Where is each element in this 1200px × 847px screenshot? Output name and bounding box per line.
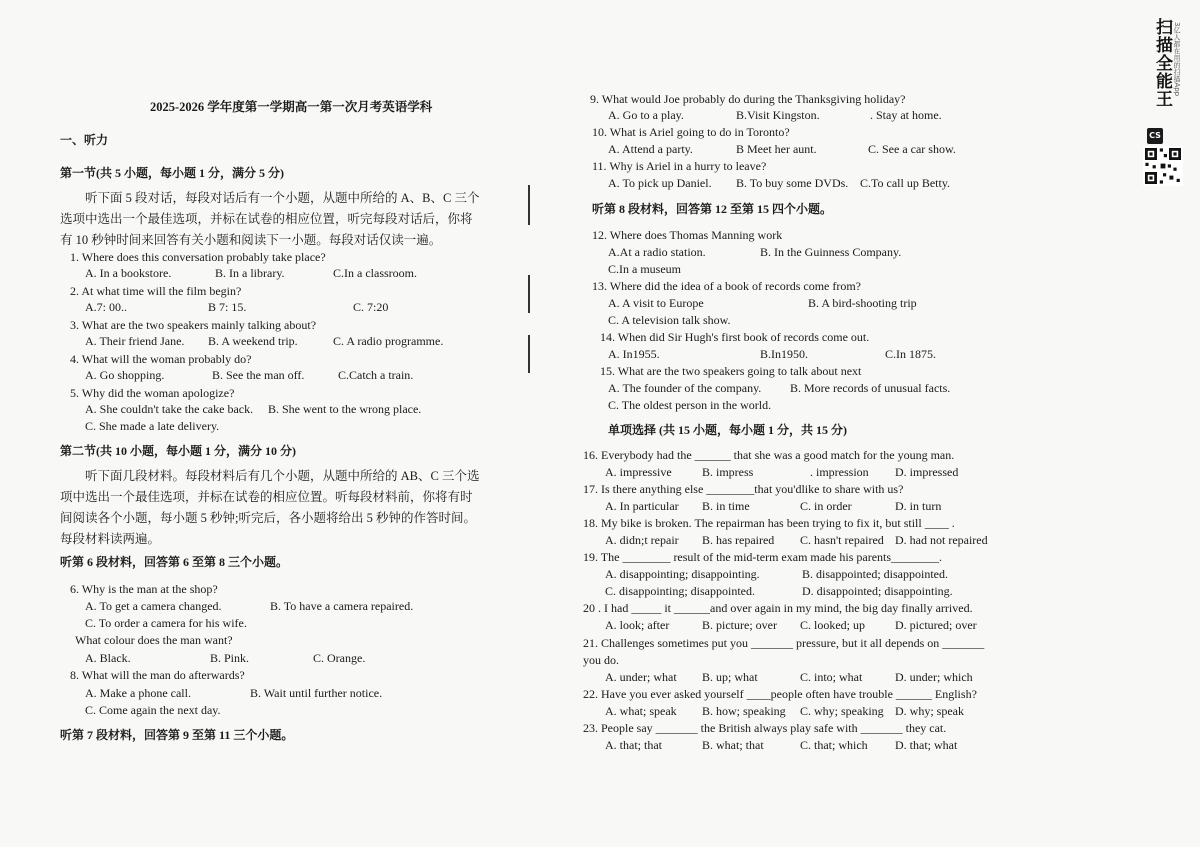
left-line: C. Come again the next day. bbox=[85, 703, 221, 717]
right-line: B. A bird-shooting trip bbox=[808, 296, 917, 310]
left-line: A. In a bookstore. bbox=[85, 266, 172, 280]
left-line: B. Wait until further notice. bbox=[250, 686, 383, 700]
left-line: 8. What will the man do afterwards? bbox=[70, 668, 245, 682]
scan-mark bbox=[528, 335, 530, 373]
right-line: D. in turn bbox=[895, 499, 942, 513]
right-line: C.In a museum bbox=[608, 262, 681, 276]
left-heading: 听第 6 段材料，回答第 6 至第 8 三个小题。 bbox=[60, 555, 289, 569]
right-line: A. disappointing; disappointing. bbox=[605, 567, 760, 581]
right-heading: 单项选择 (共 15 小题，每小题 1 分，共 15 分) bbox=[608, 423, 847, 437]
left-heading: 第二节(共 10 小题，每小题 1 分，满分 10 分) bbox=[60, 444, 296, 458]
right-line: B. in time bbox=[702, 499, 750, 513]
right-line: B Meet her aunt. bbox=[736, 142, 817, 156]
right-line: 9. What would Joe probably do during the Thanksgiving holiday? bbox=[590, 92, 906, 106]
right-line: A. look; after bbox=[605, 618, 670, 632]
right-line: A.At a radio station. bbox=[608, 245, 706, 259]
right-line: A. impressive bbox=[605, 465, 672, 479]
left-line: B. In a library. bbox=[215, 266, 285, 280]
exam-title: 2025-2026 学年度第一学期高一第一次月考英语学科 bbox=[150, 100, 433, 114]
right-line: C. The oldest person in the world. bbox=[608, 398, 772, 412]
left-line: C. 7:20 bbox=[353, 300, 389, 314]
right-line: 22. Have you ever asked yourself ____people often have trouble ______ English? bbox=[583, 687, 977, 701]
right-line: D. why; speak bbox=[895, 704, 964, 718]
right-line: B. In the Guinness Company. bbox=[760, 245, 902, 259]
right-line: C. See a car show. bbox=[868, 142, 956, 156]
right-line: B. To buy some DVDs. bbox=[736, 176, 849, 190]
right-heading: 听第 8 段材料，回答第 12 至第 15 四个小题。 bbox=[592, 202, 833, 216]
right-line: A. under; what bbox=[605, 670, 677, 684]
left-line: B. To have a camera repaired. bbox=[270, 599, 414, 613]
right-line: 10. What is Ariel going to do in Toronto? bbox=[592, 125, 790, 139]
left-line: B 7: 15. bbox=[208, 300, 247, 314]
left-line: B. She went to the wrong place. bbox=[268, 402, 422, 416]
left-line: 3. What are the two speakers mainly talking about? bbox=[70, 318, 317, 332]
right-line: D. that; what bbox=[895, 738, 958, 752]
right-line: . Stay at home. bbox=[870, 108, 942, 122]
right-line: 20 . I had _____ it ______and over again in my mind, the big day finally arrived. bbox=[583, 601, 973, 615]
right-line: C. why; speaking bbox=[800, 704, 884, 718]
right-line: A. In particular bbox=[605, 499, 679, 513]
left-heading: 一、听力 bbox=[60, 133, 109, 147]
left-line: C. Orange. bbox=[313, 651, 366, 665]
right-line: B. how; speaking bbox=[702, 704, 786, 718]
right-line: A. The founder of the company. bbox=[608, 381, 762, 395]
right-line: 17. Is there anything else ________that you'dlike to share with us? bbox=[583, 482, 904, 496]
left-line: A. To get a camera changed. bbox=[85, 599, 222, 613]
right-line: C. into; what bbox=[800, 670, 863, 684]
right-line: you do. bbox=[583, 653, 619, 667]
right-line: C.To call up Betty. bbox=[860, 176, 951, 190]
right-line: C. looked; up bbox=[800, 618, 865, 632]
left-line: B. See the man off. bbox=[212, 368, 305, 382]
left-line: C. A radio programme. bbox=[333, 334, 444, 348]
right-line: D. had not repaired bbox=[895, 533, 988, 547]
right-line: A. A visit to Europe bbox=[608, 296, 704, 310]
right-line: B. picture; over bbox=[702, 618, 777, 632]
right-line: B. up; what bbox=[702, 670, 758, 684]
right-line: 12. Where does Thomas Manning work bbox=[592, 228, 783, 242]
right-line: C. hasn't repaired bbox=[800, 533, 884, 547]
left-line: 5. Why did the woman apologize? bbox=[70, 386, 235, 400]
left-line: A. She couldn't take the cake back. bbox=[85, 402, 254, 416]
right-line: C. that; which bbox=[800, 738, 868, 752]
left-line: C. She made a late delivery. bbox=[85, 419, 220, 433]
left-line: A. Black. bbox=[85, 651, 131, 665]
camscanner-logo-icon: CS bbox=[1147, 128, 1163, 144]
right-line: B.In1950. bbox=[760, 347, 808, 361]
scanner-brand-tagline: 3亿人都在用的扫描App bbox=[1173, 22, 1181, 97]
left-heading: 听第 7 段材料，回答第 9 至第 11 三个小题。 bbox=[60, 728, 294, 742]
listening-section1-instructions: 听下面 5 段对话，每段对话后有一个小题，从题中所给的 A、B、C 三个选项中选出一个最佳选项，并标在试卷的相应位置，听完每段对话后，你将有 10 秒钟时间来回答有关小题和阅读下一小题。每段对话仅读一遍。 bbox=[60, 191, 480, 247]
left-line: 1. Where does this conversation probably take place? bbox=[70, 250, 326, 264]
qr-code-icon bbox=[1143, 146, 1183, 186]
left-line: C.In a classroom. bbox=[333, 266, 417, 280]
scanner-brand-name: 扫描全能王 bbox=[1152, 18, 1172, 108]
right-line: A. To pick up Daniel. bbox=[608, 176, 712, 190]
left-line: B. A weekend trip. bbox=[208, 334, 298, 348]
left-line: 2. At what time will the film begin? bbox=[70, 284, 242, 298]
right-line: . impression bbox=[810, 465, 869, 479]
right-line: C.In 1875. bbox=[885, 347, 936, 361]
right-line: C. in order bbox=[800, 499, 852, 513]
right-line: D. under; which bbox=[895, 670, 973, 684]
right-line: 19. The ________ result of the mid-term exam made his parents________. bbox=[583, 550, 943, 564]
right-line: A. that; that bbox=[605, 738, 662, 752]
right-line: 13. Where did the idea of a book of records come from? bbox=[592, 279, 862, 293]
scan-mark bbox=[528, 185, 530, 225]
right-line: B. has repaired bbox=[702, 533, 775, 547]
left-line: What colour does the man want? bbox=[75, 633, 233, 647]
scan-mark bbox=[528, 275, 530, 313]
left-line: A. Go shopping. bbox=[85, 368, 165, 382]
right-line: 16. Everybody had the ______ that she was a good match for the young man. bbox=[583, 448, 955, 462]
right-line: 23. People say _______ the British always play safe with _______ they cat. bbox=[583, 721, 947, 735]
left-line: A. Their friend Jane. bbox=[85, 334, 185, 348]
left-line: A. Make a phone call. bbox=[85, 686, 191, 700]
left-line: 4. What will the woman probably do? bbox=[70, 352, 252, 366]
left-line: C. To order a camera for his wife. bbox=[85, 616, 247, 630]
right-line: A. Attend a party. bbox=[608, 142, 693, 156]
right-line: A. Go to a play. bbox=[608, 108, 684, 122]
right-line: A. what; speak bbox=[605, 704, 677, 718]
right-line: 15. What are the two speakers going to talk about next bbox=[600, 364, 862, 378]
right-line: B.Visit Kingston. bbox=[736, 108, 820, 122]
left-heading: 第一节(共 5 小题，每小题 1 分，满分 5 分) bbox=[60, 166, 284, 180]
right-line: 21. Challenges sometimes put you _______ pressure, but it all depends on _______ bbox=[583, 636, 985, 650]
left-line: 6. Why is the man at the shop? bbox=[70, 582, 218, 596]
right-line: 14. When did Sir Hugh's first book of records come out. bbox=[600, 330, 870, 344]
right-line: D. pictured; over bbox=[895, 618, 977, 632]
right-line: B. impress bbox=[702, 465, 754, 479]
right-line: C. disappointing; disappointed. bbox=[605, 584, 755, 598]
listening-section2-instructions: 听下面几段材料。每段材料后有几个小题，从题中所给的 AB、C 三个选项中选出一个最佳选项，并标在试卷的相应位置。听每段材料前，你将有时间阅读各个小题，每小题 5 秒钟;听完后，各小题将给出 5 秒钟的作答时间。每段材料读两遍。 bbox=[60, 469, 480, 546]
right-line: 18. My bike is broken. The repairman has been trying to fix it, but still ____ . bbox=[583, 516, 955, 530]
right-line: C. A television talk show. bbox=[608, 313, 731, 327]
right-line: A. In1955. bbox=[608, 347, 660, 361]
right-line: D. impressed bbox=[895, 465, 959, 479]
left-line: A.7: 00.. bbox=[85, 300, 127, 314]
right-line: 11. Why is Ariel in a hurry to leave? bbox=[592, 159, 767, 173]
left-line: C.Catch a train. bbox=[338, 368, 414, 382]
right-line: B. what; that bbox=[702, 738, 764, 752]
right-line: A. didn;t repair bbox=[605, 533, 679, 547]
right-line: B. disappointed; disappointed. bbox=[802, 567, 948, 581]
right-line: D. disappointed; disappointing. bbox=[802, 584, 953, 598]
left-line: B. Pink. bbox=[210, 651, 250, 665]
right-line: B. More records of unusual facts. bbox=[790, 381, 951, 395]
